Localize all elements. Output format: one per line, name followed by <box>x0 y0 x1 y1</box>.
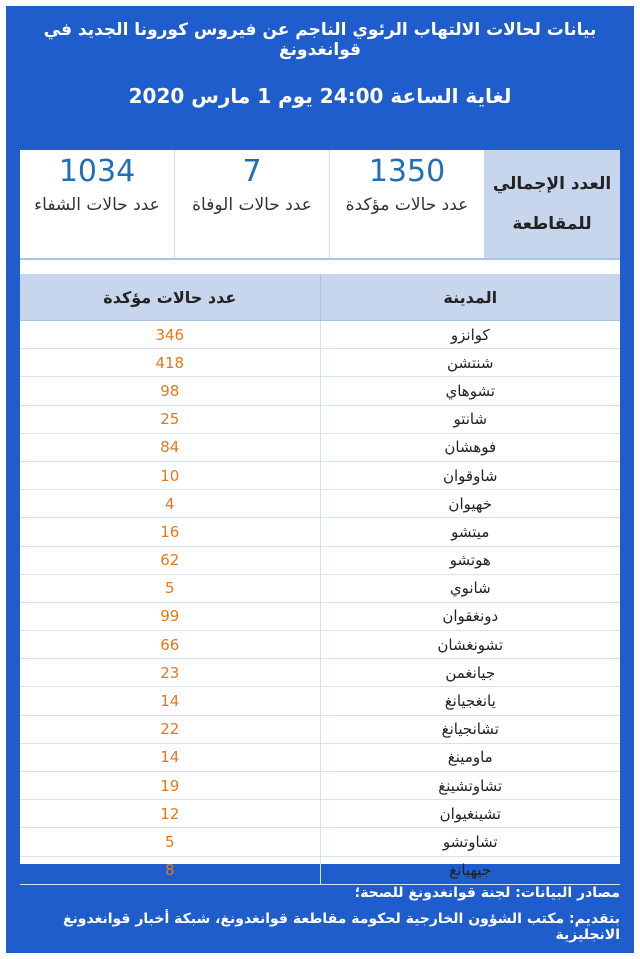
table-row <box>20 349 620 377</box>
count-cell: 84 <box>160 438 180 457</box>
count-cell: 66 <box>160 635 180 654</box>
count-cell: 99 <box>160 607 180 626</box>
stat-value: 7 <box>242 154 262 189</box>
city-cell: ميتشو <box>320 518 621 545</box>
city-cell: جيهيانغ <box>320 857 621 884</box>
count-cell: 14 <box>160 748 180 767</box>
count-cell: 5 <box>164 832 175 851</box>
city-cell: تشاوتشو <box>320 828 621 855</box>
content-panel <box>20 150 620 880</box>
city-cell: تشانجيانغ <box>320 716 621 743</box>
table-row <box>20 857 620 885</box>
cases-table <box>20 274 620 885</box>
page-subtitle: لغاية الساعة 24:00 يوم 1 مارس 2020 <box>128 84 512 108</box>
city-cell: شنتشن <box>320 349 621 376</box>
summary-heading-line2: للمقاطعة <box>512 214 592 234</box>
count-cell: 98 <box>160 381 180 400</box>
city-cell: شانتو <box>320 406 621 433</box>
city-cell: تشينغيوان <box>320 800 621 827</box>
stat-deaths <box>174 150 329 258</box>
count-cell: 25 <box>160 410 180 429</box>
credits: بتقديم: مكتب الشؤون الخارجية لحكومة مقاطعة قوانغدونغ، شبكة أخبار قوانغدونغ الانجليزية <box>62 911 620 943</box>
table-row <box>20 575 620 603</box>
stat-label: عدد حالات مؤكدة <box>345 195 469 215</box>
table-row <box>20 631 620 659</box>
stat-value: 1350 <box>368 154 446 189</box>
city-cell: خهيوان <box>320 490 621 517</box>
count-cell: 16 <box>160 522 180 541</box>
city-cell: جيانغمن <box>320 659 621 686</box>
summary-bar <box>20 150 620 260</box>
table-row <box>20 800 620 828</box>
table-row <box>20 490 620 518</box>
stat-label: عدد حالات الشفاء <box>34 195 160 215</box>
city-cell: تشوهاي <box>320 377 621 404</box>
table-row <box>20 547 620 575</box>
count-cell: 12 <box>160 804 180 823</box>
count-cell: 19 <box>160 776 180 795</box>
count-cell: 418 <box>155 353 185 372</box>
city-cell: ماومينغ <box>320 744 621 771</box>
count-cell: 62 <box>160 551 180 570</box>
table-row <box>20 603 620 631</box>
stat-recovered <box>20 150 174 258</box>
count-cell: 8 <box>164 861 175 880</box>
count-cell: 10 <box>160 466 180 485</box>
table-row <box>20 406 620 434</box>
table-row <box>20 462 620 490</box>
city-cell: دونغقوان <box>320 603 621 630</box>
city-cell: يانغجيانغ <box>320 687 621 714</box>
city-cell: تشونغشان <box>320 631 621 658</box>
city-cell: شانوي <box>320 575 621 602</box>
summary-heading-line1: العدد الإجمالي <box>492 174 612 194</box>
city-cell: تشاوتشينغ <box>320 772 621 799</box>
table-row <box>20 518 620 546</box>
table-row <box>20 377 620 405</box>
stat-label: عدد حالات الوفاة <box>192 195 312 215</box>
table-body <box>20 321 620 885</box>
count-cell: 14 <box>160 692 180 711</box>
table-row <box>20 434 620 462</box>
table-row <box>20 744 620 772</box>
table-row <box>20 716 620 744</box>
count-cell: 4 <box>164 494 175 513</box>
count-cell: 5 <box>164 579 175 598</box>
count-cell: 346 <box>155 325 185 344</box>
stat-value: 1034 <box>58 154 136 189</box>
count-cell: 22 <box>160 720 180 739</box>
city-cell: هوتشو <box>320 547 621 574</box>
city-cell: شاوقوان <box>320 462 621 489</box>
column-header-city: المدينة <box>320 274 621 320</box>
data-sources: مصادر البيانات: لجنة قوانغدونغ للصحة؛ <box>354 885 620 901</box>
count-cell: 23 <box>160 663 180 682</box>
stat-confirmed <box>329 150 484 258</box>
page-title: بيانات لحالات الالتهاب الرئوي الناجم عن فيروس كورونا الجديد في قوانغدونغ <box>43 20 597 60</box>
table-row <box>20 659 620 687</box>
summary-heading <box>484 150 620 258</box>
table-row <box>20 687 620 715</box>
table-row <box>20 828 620 856</box>
city-cell: كوانزو <box>320 321 621 348</box>
table-row <box>20 321 620 349</box>
table-row <box>20 772 620 800</box>
city-cell: فوهشان <box>320 434 621 461</box>
table-header <box>20 274 620 321</box>
column-header-count: عدد حالات مؤكدة <box>103 287 237 307</box>
